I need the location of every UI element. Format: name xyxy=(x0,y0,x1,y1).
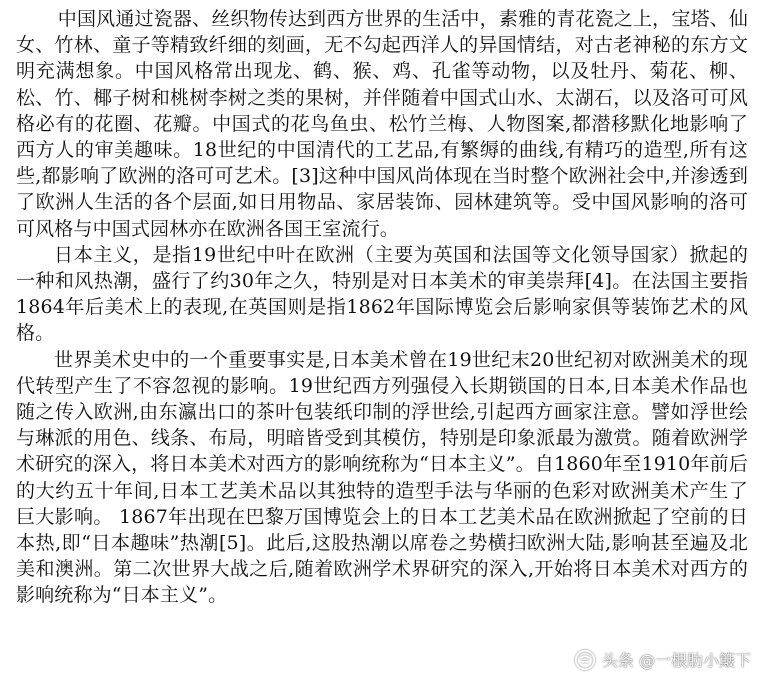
paragraph-japanese-art-influence: 世界美术史中的一个重要事实是,日本美术曾在19世纪末20世纪初对欧洲美术的现代转型产生了不容忽视的影响。19世纪西方列强侵入长期锁国的日本,日本美术作品也随之传入欧洲,由东瀛出口的茶叶包装纸印制的浮世绘,引起西方画家注意。譬如浮世绘与琳派的用色、线条、布局，明暗皆受到其模仿，特别是印象派最为激赏。随着欧洲学术研究的深入，将日本美术对西方的影响统称为“日本主义”。自1860年至1910年前后的大约五十年间,日本工艺美术品以其独特的造型手法与华丽的色彩对欧洲美术产生了巨大影响。 1867年出现在巴黎万国博览会上的日本工艺美术品在欧洲掀起了空前的日本热,即“日本趣味”热潮[5]。此后,这股热潮以席卷之势横扫欧洲大陆,影响甚至遍及北美和澳洲。第二次世界大战之后,随着欧洲学术界研究的深入,开始将日本美术对西方的影响统称为“日本主义”。 xyxy=(16,348,748,607)
watermark-text: 头条 @一根肋小簸下 xyxy=(601,651,751,670)
paragraph-chinoiserie: 中国风通过瓷器、丝织物传达到西方世界的生活中，素雅的青花瓷之上，宝塔、仙女、竹林、童子等精致纤细的刻画，无不勾起西洋人的异国情结，对古老神秘的东方文明充满想象。中国风格常出现龙、鹤、猴、鸡、孔雀等动物，以及牡丹、菊花、柳、松、竹、椰子树和桃树李树之类的果树，并伴随着中国式山水、太湖石，以及洛可可风格必有的花圈、花瓣。中国式的花鸟鱼虫、松竹兰梅、人物图案,都潜移默化地影响了西方人的审美趣味。18世纪的中国清代的工艺品,有繁缛的曲线,有精巧的造型,所有这些,都影响了欧洲的洛可可艺术。[3]这种中国风尚体现在当时整个欧洲社会中,并渗透到了欧洲人生活的各个层面,如日用物品、家居装饰、园林建筑等。受中国风影响的洛可可风格与中国式园林亦在欧洲各国王室流行。 xyxy=(16,8,748,240)
toutiao-logo-icon xyxy=(574,649,596,671)
document-body xyxy=(16,6,748,609)
watermark xyxy=(574,648,751,671)
paragraph-japonisme-definition: 日本主义，是指19世纪中叶在欧洲（主要为英国和法国等文化领导国家）掀起的一种和风热潮，盛行了约30年之久，特别是对日本美术的审美崇拜[4]。在法国主要指1864年后美术上的表现,在英国则是指1862年国际博览会后影响家俱等装饰艺术的风格。 xyxy=(16,243,748,345)
